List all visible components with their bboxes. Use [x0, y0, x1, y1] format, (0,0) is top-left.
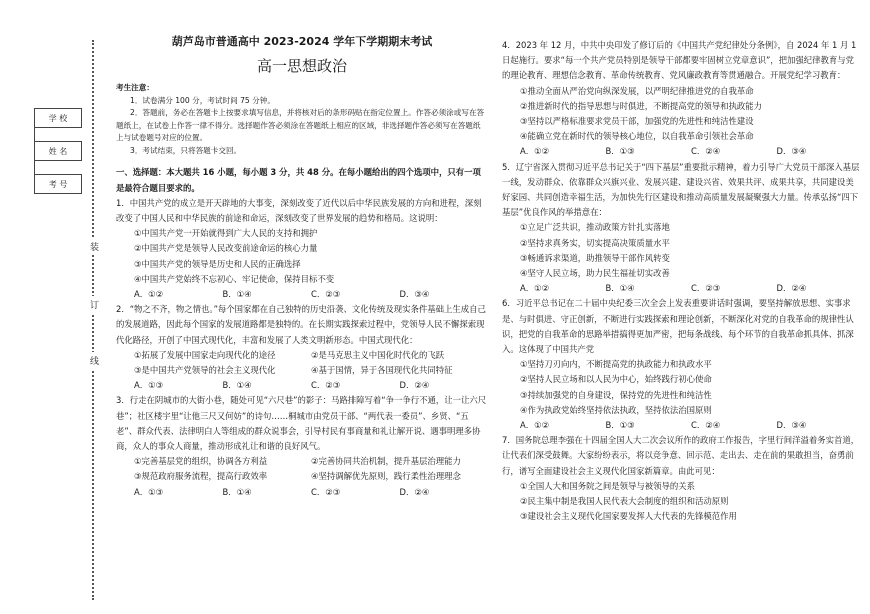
note-item: 2．答题前，务必在答题卡上按要求填写信息，并将核对后的条形码贴在指定位置上。作答必须涂或写在答题纸上，在试卷上作答一律不得分。选择题作答必须涂在答题纸上相应的区域，非选择题作答必须写在答题纸上与试卷题号对应的位置。: [116, 108, 485, 143]
choice-d[interactable]: D．③④: [776, 420, 807, 431]
statement-option: ②推进新时代的指导思想与时俱进，不断提高党的领导和执政能力: [520, 100, 763, 111]
statement-option: ④能确立党在新时代的领导核心地位，以自我革命引领社会革命: [520, 131, 754, 142]
statement-option: ①坚持刀刃向内，不断提高党的执政能力和执政水平: [520, 359, 712, 370]
answer-choices: [116, 485, 488, 500]
left-column: [116, 30, 488, 500]
name-field[interactable]: 姓 名: [34, 141, 82, 161]
statement-option: ②完善协同共治机制，提升基层治理能力: [311, 456, 461, 467]
choice-c[interactable]: C．②③: [311, 289, 341, 300]
statement-option: ①立足广泛共识，推动政策方针扎实落地: [520, 222, 670, 233]
question-1: [116, 196, 488, 302]
statement-option: ④坚持调解优先原则，践行柔性治理理念: [311, 471, 461, 482]
statement-option: ①全国人大和国务院之间是领导与被领导的关系: [520, 480, 696, 491]
choice-a[interactable]: A．①②: [520, 420, 550, 431]
choice-d[interactable]: D．③④: [399, 289, 430, 300]
choice-b[interactable]: B．①④: [605, 283, 635, 294]
binding-label-ding: 订: [90, 296, 99, 313]
answer-choices: [502, 418, 862, 433]
statement-option: ①拓展了发展中国家走向现代化的途径: [134, 349, 276, 360]
right-column: [502, 38, 862, 525]
question-stem: 4．2023 年 12 月，中共中央印发了修订后的《中国共产党纪律处分条例》，自 2024 年 1 月 1 日起施行。要求“每一个共产党员特别是领导干部都要牢固树立党章意识”，把加强纪律教育与党的理论教育、理想信念教育、革命传统教育、党风廉政教育等贯通融合。开展党纪学习教育：: [502, 40, 857, 81]
choice-a[interactable]: A．①③: [134, 380, 164, 391]
statement-row: [116, 469, 488, 484]
statement-option: ③规范政府服务流程，提高行政效率: [134, 471, 268, 482]
statement-option: ③是中国共产党领导的社会主义现代化: [134, 365, 276, 376]
statement-option: ②民主集中制是我国人民代表大会制度的组织和活动原则: [520, 496, 729, 507]
question-stem: 3．行走在阴城市的大街小巷，随处可见“六尺巷”的影子：马路排障写着“争一争行不通，让一让六尺巷”；社区楼宇里“让他三尺又何妨”的诗句……桐城市由党员干部、“两代表一委员”、乡贤、“五老”、群众代表、法律明白人等组成的群众说事会，引导村民有事商量和礼让解开说、遇事明理多协商，众人的事众人商量，推动形成礼让和谐的良好风气。: [116, 395, 487, 452]
choice-c[interactable]: C．②④: [691, 146, 721, 157]
subject-title: 高一思想政治: [256, 57, 347, 76]
statement-option: ④作为执政党始终坚持依法执政，坚持依法治国原则: [520, 404, 712, 415]
statement-option: ④坚守人民立场，助力民生福祉切实改善: [520, 268, 670, 279]
statement-option: ④中国共产党始终不忘初心、牢记使命，保持目标不变: [134, 273, 335, 284]
statement-option: ③中国共产党的领导是历史和人民的正确选择: [134, 258, 301, 269]
question-stem: 5．辽宁省深入贯彻习近平总书记关于“四下基层”重要批示精神，着力引导广大党员干部深入基层一线，发动群众、依靠群众兴旗兴业、发展兴建、建设兴省、效果共评、成果共享，共同建设美好家园、共同创造幸福生活，为加快先行区建设和推动高质量发展凝聚强大力量。传承弘扬“四下基层”优良作风的举措意在：: [502, 161, 860, 218]
choice-c[interactable]: C．②③: [311, 486, 341, 497]
answer-choices: [116, 287, 488, 302]
school-field[interactable]: 学 校: [34, 108, 82, 128]
statement-option: ③坚持以严格标准要求党员干部，加强党的先进性和纯洁性建设: [520, 116, 754, 127]
exam-number-field[interactable]: 考 号: [34, 174, 82, 194]
note-item: 3．考试结束，只将答题卡交回。: [130, 145, 242, 155]
binding-dotted-line: [92, 40, 100, 600]
note-item: 1．试卷满分 100 分，考试时间 75 分钟。: [130, 95, 275, 105]
choice-b[interactable]: B．①④: [222, 289, 252, 300]
answer-choices: [502, 144, 862, 159]
statement-option: ①推动全面从严治党向纵深发展，以严明纪律推进党的自我革命: [520, 85, 754, 96]
binding-label-xian: 线: [90, 352, 99, 369]
question-stem: 6．习近平总书记在二十届中央纪委三次全会上发表重要讲话时强调，要坚持解放思想、实事求是、与时俱进、守正创新，不断进行实践探索和理论创新，不断深化对党的自我革命的规律性认识，把党的自我革命的思路举措搞得更加严密，把每条战线、每个环节的自我革命抓具体、抓深入。这体现了中国共产党: [502, 298, 854, 355]
answer-choices: [502, 281, 862, 296]
statement-option: ①中国共产党一开始就得到广大人民的支持和拥护: [134, 228, 318, 239]
choice-b[interactable]: B．①④: [222, 486, 252, 497]
choice-a[interactable]: A．①③: [134, 486, 164, 497]
field-divider: [34, 127, 35, 141]
section-heading: 一、选择题：本大题共 16 小题，每小题 3 分，共 48 分。在每小题给出的四个选项中，只有一项是最符合题目要求的。: [116, 167, 481, 193]
choice-c[interactable]: C．②③: [311, 380, 341, 391]
statement-option: ②中国共产党是领导人民改变前途命运的核心力量: [134, 243, 318, 254]
question-7: [502, 433, 862, 524]
statement-row: [116, 348, 488, 363]
statement-option: ③畅通诉求渠道，助推领导干部作风转变: [520, 252, 670, 263]
question-stem: 1．中国共产党的成立是开天辟地的大事变，深刻改变了近代以后中华民族发展的方向和进程，深刻改变了中国人民和中华民族的前途和命运，深刻改变了世界发展的趋势和格局。这说明：: [116, 197, 482, 224]
binding-label-zhuang: 装: [90, 238, 99, 255]
statement-option: ②是马克思主义中国化时代化的飞跃: [311, 349, 445, 360]
choice-c[interactable]: C．②④: [691, 420, 721, 431]
question-stem: 7．国务院总理李强在十四届全国人大二次会议所作的政府工作报告，字里行间洋溢着务实首道，让代表们深受鼓舞。大家纷纷表示，将以竞争意、回示范、走出去、走在前的果敢担当，奋勇前行，谱写全面建设社会主义现代化国家新篇章。由此可见：: [502, 435, 860, 476]
choice-a[interactable]: A．①②: [134, 289, 164, 300]
question-6: [502, 296, 862, 433]
choice-c[interactable]: C．②③: [691, 283, 721, 294]
question-3: [116, 393, 488, 499]
statement-row: [116, 454, 488, 469]
choice-d[interactable]: D．③④: [776, 146, 807, 157]
exam-title: 葫芦岛市普通高中 2023-2024 学年下学期期末考试: [171, 35, 433, 48]
choice-a[interactable]: A．①②: [520, 146, 550, 157]
statement-row: [116, 363, 488, 378]
statement-option: ③持续加强党的自身建设，保持党的先进性和纯洁性: [520, 389, 712, 400]
question-stem: 2．“物之不齐，物之情也。”每个国家都在自己独特的历史沿袭、文化传统及现实条件基础上生成自己的发展道路，因此每个国家的发展道路都是独特的。在长期实践探索过程中，党领导人民不懈探索现代化路径，开创了中国式现代化，丰富和发展了人类文明新形态。中国式现代化：: [116, 304, 486, 345]
question-5: [502, 160, 862, 297]
answer-choices: [116, 378, 488, 393]
choice-b[interactable]: B．①④: [222, 380, 252, 391]
exam-notes: [116, 82, 488, 157]
statement-option: ②坚持人民立场和以人民为中心，始终践行初心使命: [520, 374, 712, 385]
field-divider: [34, 160, 35, 174]
statement-option: ②坚持求真务实，切实提高决策质量水平: [520, 237, 670, 248]
question-4: [502, 38, 862, 160]
question-2: [116, 302, 488, 393]
choice-d[interactable]: D．②④: [399, 380, 430, 391]
choice-a[interactable]: A．①②: [520, 283, 550, 294]
statement-option: ④基于国情，异于各国现代化共同特征: [311, 365, 453, 376]
statement-option: ③建设社会主义现代化国家要发挥人大代表的先锋模范作用: [520, 511, 737, 522]
choice-d[interactable]: D．②④: [776, 283, 807, 294]
statement-option: ①完善基层党的组织，协调各方利益: [134, 456, 268, 467]
notes-heading: 考生注意：: [116, 83, 154, 93]
choice-b[interactable]: B．①③: [605, 146, 635, 157]
choice-b[interactable]: B．①③: [605, 420, 635, 431]
choice-d[interactable]: D．②④: [399, 486, 430, 497]
